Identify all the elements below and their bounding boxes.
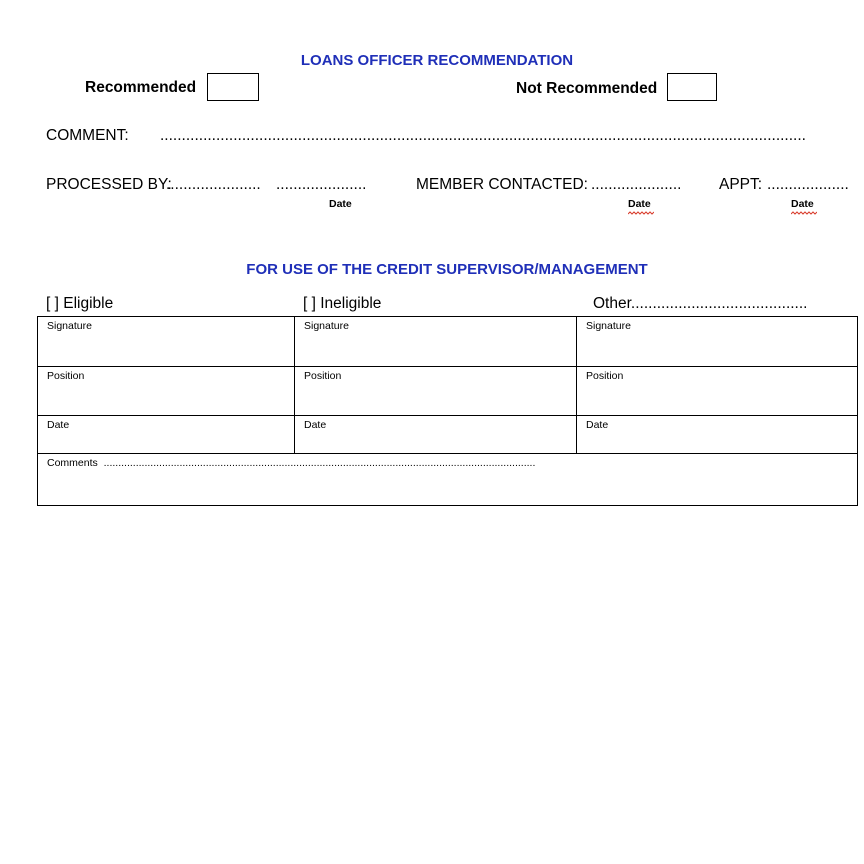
position-label: Position <box>47 370 85 382</box>
credit-supervisor-heading: FOR USE OF THE CREDIT SUPERVISOR/MANAGEMENT <box>246 261 648 278</box>
date-label: Date <box>47 419 70 431</box>
comments-dots: .................................................................................................................................................... <box>103 457 536 469</box>
loans-officer-heading: LOANS OFFICER RECOMMENDATION <box>300 52 574 69</box>
comment-label: COMMENT: <box>46 127 129 144</box>
date-label: Date <box>586 419 609 431</box>
date-cell[interactable] <box>295 416 577 454</box>
not-recommended-checkbox[interactable] <box>667 73 717 101</box>
member-date-label: Date <box>628 198 651 210</box>
comments-row <box>38 454 858 506</box>
date-cell[interactable] <box>577 416 858 454</box>
processed-by-dots[interactable]: ...................... <box>166 176 261 193</box>
processed-by-label: PROCESSED BY: <box>46 176 172 193</box>
spellcheck-underline <box>791 211 817 215</box>
position-cell[interactable] <box>38 367 295 416</box>
signature-cell[interactable] <box>577 317 858 367</box>
position-row <box>38 367 858 416</box>
approval-table <box>37 316 858 506</box>
eligible-option[interactable]: [ ] Eligible <box>46 295 114 312</box>
not-recommended-label: Not Recommended <box>516 80 658 97</box>
comment-dots[interactable]: ...................................................................................................................................................... <box>160 127 806 144</box>
date-label: Date <box>304 419 327 431</box>
recommended-checkbox[interactable] <box>207 73 259 101</box>
recommended-label: Recommended <box>85 79 197 96</box>
processed-date-label: Date <box>329 198 352 210</box>
date-cell[interactable] <box>38 416 295 454</box>
other-option[interactable]: Other......................................... <box>593 295 808 312</box>
signature-label: Signature <box>586 320 631 332</box>
spellcheck-underline <box>628 211 654 215</box>
position-cell[interactable] <box>577 367 858 416</box>
position-label: Position <box>586 370 624 382</box>
signature-cell[interactable] <box>295 317 577 367</box>
comments-cell[interactable] <box>38 454 858 506</box>
ineligible-option[interactable]: [ ] Ineligible <box>303 295 382 312</box>
comments-label: Comments <box>47 457 98 469</box>
member-contacted-dots[interactable]: ..................... <box>591 176 682 193</box>
processed-date-dots[interactable]: ..................... <box>276 176 367 193</box>
appt-date-label: Date <box>791 198 814 210</box>
signature-row <box>38 317 858 367</box>
appt-label: APPT: <box>719 176 763 193</box>
appt-dots[interactable]: ................... <box>767 176 849 193</box>
signature-label: Signature <box>47 320 92 332</box>
position-label: Position <box>304 370 342 382</box>
position-cell[interactable] <box>295 367 577 416</box>
member-contacted-label: MEMBER CONTACTED: <box>416 176 588 193</box>
date-row <box>38 416 858 454</box>
signature-label: Signature <box>304 320 349 332</box>
signature-cell[interactable] <box>38 317 295 367</box>
